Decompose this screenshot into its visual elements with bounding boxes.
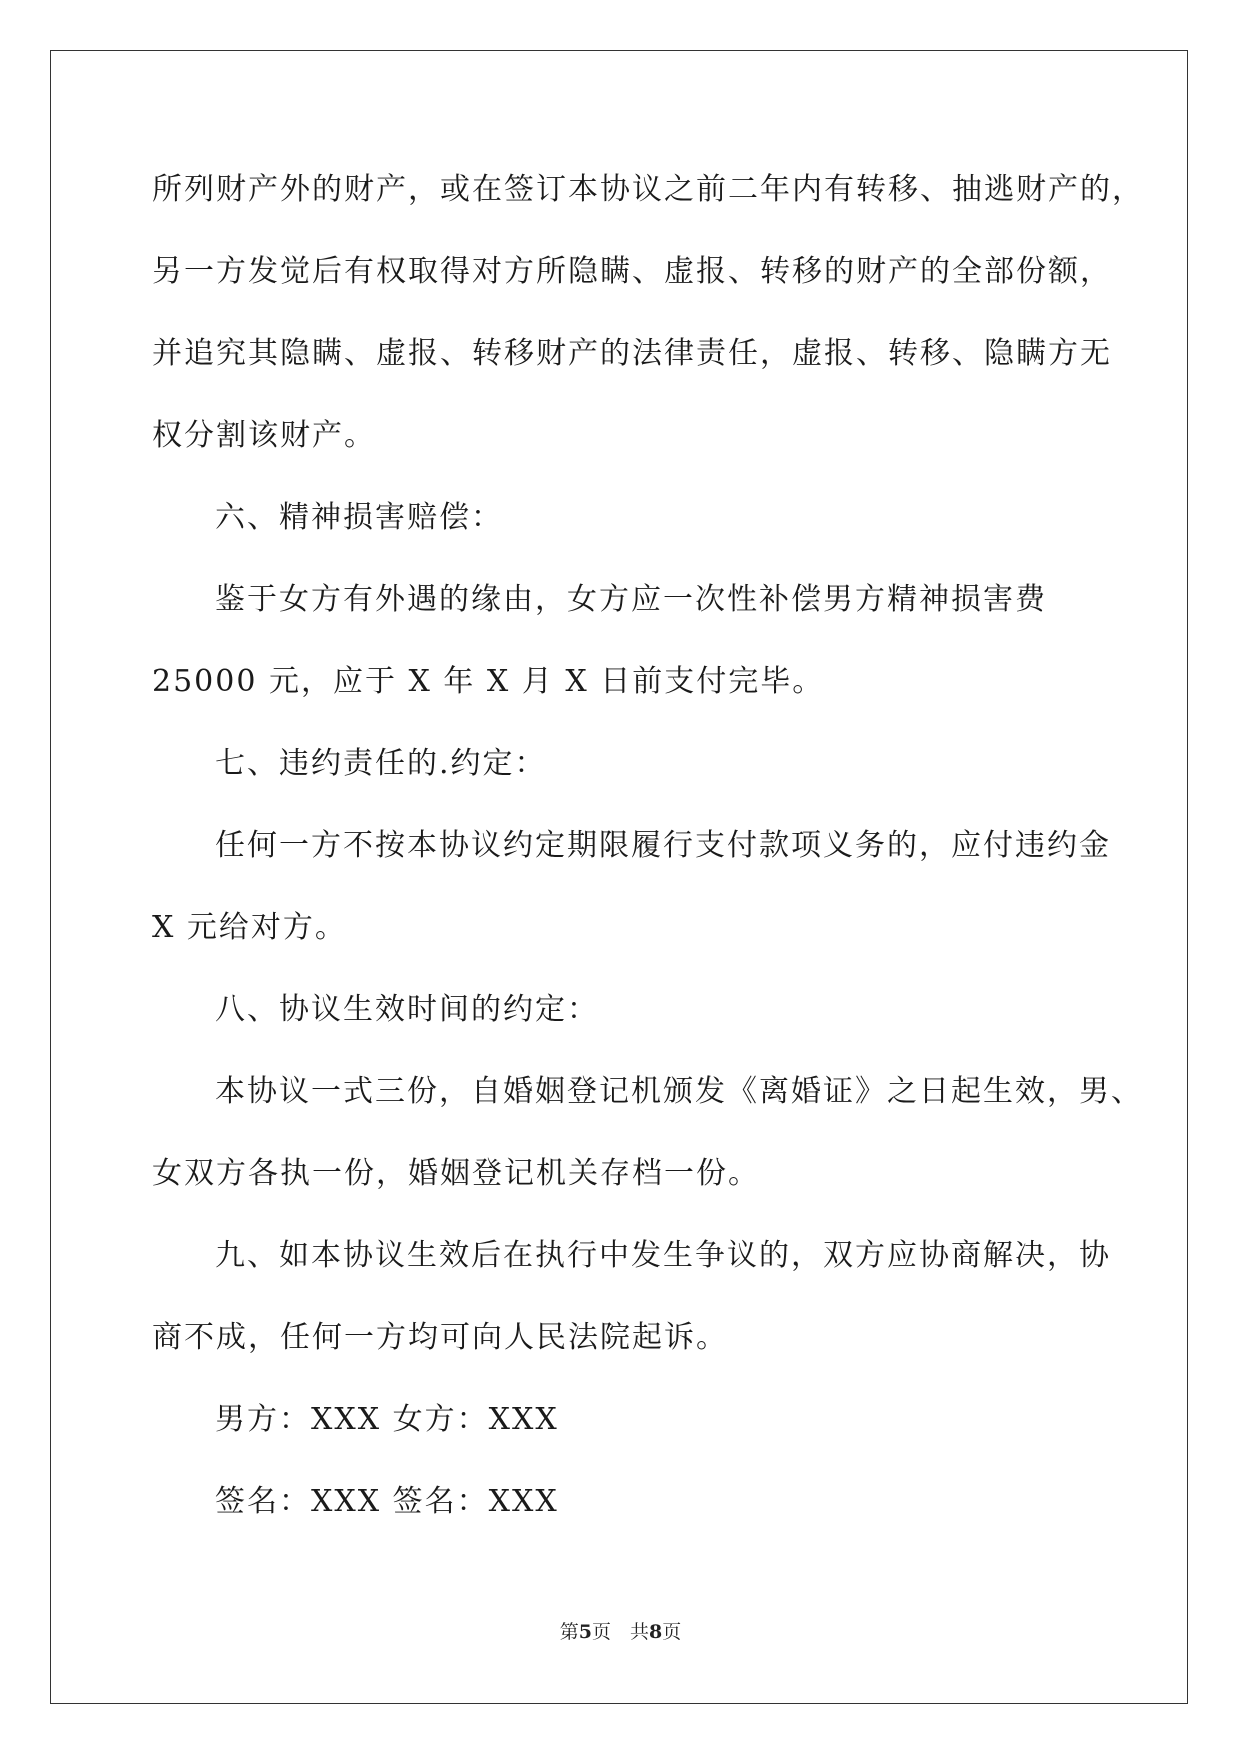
paragraph-line: 商不成，任何一方均可向人民法院起诉。 xyxy=(152,1320,728,1355)
paragraph-line: 本协议一式三份，自婚姻登记机颁发《离婚证》之日起生效，男、 xyxy=(215,1074,1143,1109)
paragraph-line: 任何一方不按本协议约定期限履行支付款项义务的，应付违约金 xyxy=(215,828,1111,863)
paragraph-line: 女双方各执一份，婚姻登记机关存档一份。 xyxy=(152,1156,760,1191)
section-heading: 六、精神损害赔偿： xyxy=(215,500,503,535)
page-current-number: 5 xyxy=(578,1621,592,1643)
paragraph-line: 另一方发觉后有权取得对方所隐瞒、虚报、转移的财产的全部份额， xyxy=(152,254,1112,289)
signature-names: 签名：XXX 签名：XXX xyxy=(215,1484,559,1519)
paragraph-line: 权分割该财产。 xyxy=(152,418,376,453)
page-mid: 页 共 xyxy=(591,1621,649,1643)
page-border xyxy=(50,50,1188,1704)
section-heading: 七、违约责任的.约定： xyxy=(215,746,547,781)
page-total-number: 8 xyxy=(649,1621,663,1643)
signature-parties: 男方：XXX 女方：XXX xyxy=(215,1402,559,1437)
page-prefix: 第 xyxy=(559,1621,579,1643)
section-heading: 九、如本协议生效后在执行中发生争议的，双方应协商解决，协 xyxy=(215,1238,1111,1273)
paragraph-line: 所列财产外的财产，或在签订本协议之前二年内有转移、抽逃财产的， xyxy=(152,172,1144,207)
paragraph-line: 并追究其隐瞒、虚报、转移财产的法律责任，虚报、转移、隐瞒方无 xyxy=(152,336,1112,371)
paragraph-line: 25000 元，应于 X 年 X 月 X 日前支付完毕。 xyxy=(152,664,825,699)
section-heading: 八、协议生效时间的约定： xyxy=(215,992,599,1027)
paragraph-line: 鉴于女方有外遇的缘由，女方应一次性补偿男方精神损害费 xyxy=(215,582,1047,617)
page-footer xyxy=(0,1620,1241,1644)
page-suffix: 页 xyxy=(662,1621,682,1643)
paragraph-line: X 元给对方。 xyxy=(152,910,347,945)
